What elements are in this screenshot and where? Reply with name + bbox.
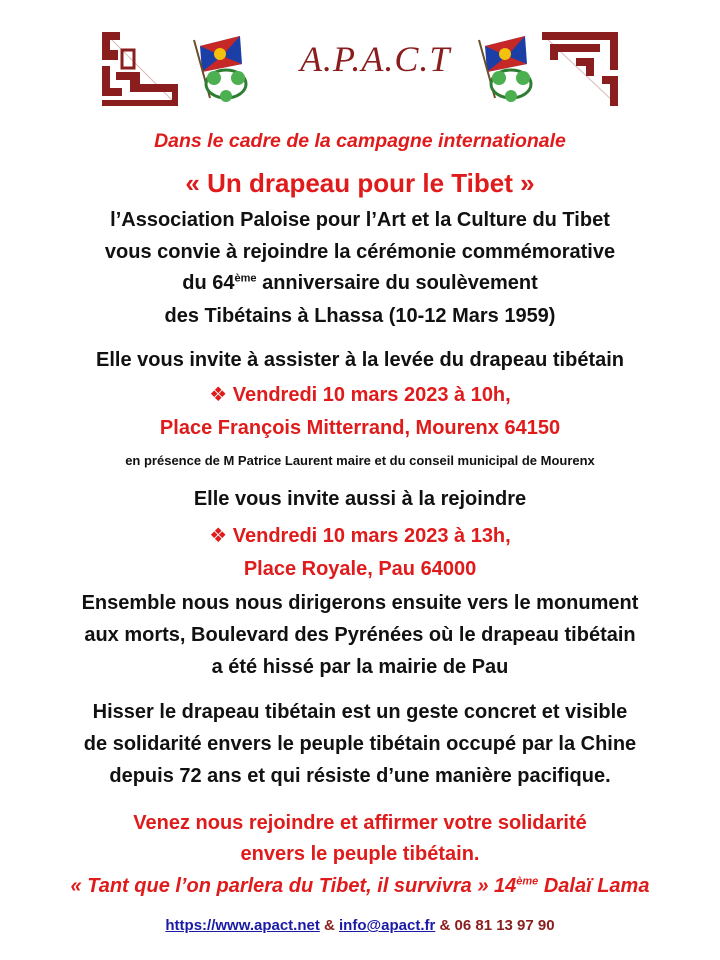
closing-line-2: envers le peuple tibétain.: [240, 843, 480, 865]
event2-text-3: a été hissé par la mairie de Pau: [211, 656, 509, 678]
campaign-line: Dans le cadre de la campagne internationale: [154, 130, 566, 152]
event2-date: Vendredi 10 mars 2023 à 13h,: [227, 525, 511, 547]
solidarity-line-3: depuis 72 ans et qui résiste d’une manière pacifique.: [109, 765, 611, 787]
snow-lion-flag-icon: [180, 28, 260, 108]
email-link[interactable]: info@apact.fr: [339, 917, 436, 934]
snow-lion-flag-icon: [465, 28, 545, 108]
solidarity-line-1: Hisser le drapeau tibétain est un geste concret et visible: [92, 701, 628, 723]
anniversary-sup: ème: [234, 272, 257, 285]
association-line: l’Association Paloise pour l’Art et la Culture du Tibet: [110, 209, 610, 231]
lhassa-line: des Tibétains à Lhassa (10-12 Mars 1959): [164, 305, 556, 327]
campaign-title: « Un drapeau pour le Tibet »: [185, 168, 535, 198]
event1-presence: en présence de M Patrice Laurent maire et du conseil municipal de Mourenx: [125, 453, 595, 468]
greek-key-corner-icon: [100, 30, 180, 106]
logo-text: A.P.A.C.T: [300, 39, 451, 79]
quote-text: « Tant que l’on parlera du Tibet, il survivra » 14: [70, 875, 517, 897]
website-link[interactable]: https://www.apact.net: [165, 917, 320, 934]
event2-text-2: aux morts, Boulevard des Pyrénées où le drapeau tibétain: [84, 624, 636, 646]
event1-place: Place François Mitterrand, Mourenx 64150: [159, 417, 561, 439]
greek-key-corner-icon: [540, 30, 620, 106]
event2-text-1: Ensemble nous nous dirigerons ensuite vers le monument: [81, 592, 639, 614]
anniversary-pre: du 64: [182, 272, 235, 294]
event2-date-line: [0, 523, 720, 548]
anniversary-line: [0, 272, 720, 295]
anniversary-post: anniversaire du soulèvement: [256, 272, 538, 294]
event1-lead: Elle vous invite à assister à la levée du drapeau tibétain: [96, 349, 624, 371]
closing-quote: [0, 875, 720, 898]
event2-place: Place Royale, Pau 64000: [243, 558, 477, 580]
closing-line-1: Venez nous rejoindre et affirmer votre solidarité: [133, 812, 587, 834]
footer-contact: [0, 917, 720, 934]
event1-date-line: [0, 382, 720, 407]
quote-sup: ème: [516, 875, 539, 888]
diamond-bullet-icon: ❖: [209, 525, 228, 547]
quote-author: Dalaï Lama: [538, 875, 650, 897]
event1-date: Vendredi 10 mars 2023 à 10h,: [227, 384, 511, 406]
invite-line: vous convie à rejoindre la cérémonie commémorative: [104, 241, 616, 263]
footer-separator-1: &: [319, 917, 340, 934]
header: [0, 0, 720, 120]
footer-phone: & 06 81 13 97 90: [435, 917, 555, 934]
diamond-bullet-icon: ❖: [209, 384, 228, 406]
solidarity-line-2: de solidarité envers le peuple tibétain occupé par la Chine: [83, 733, 637, 755]
event2-lead: Elle vous invite aussi à la rejoindre: [193, 488, 527, 510]
